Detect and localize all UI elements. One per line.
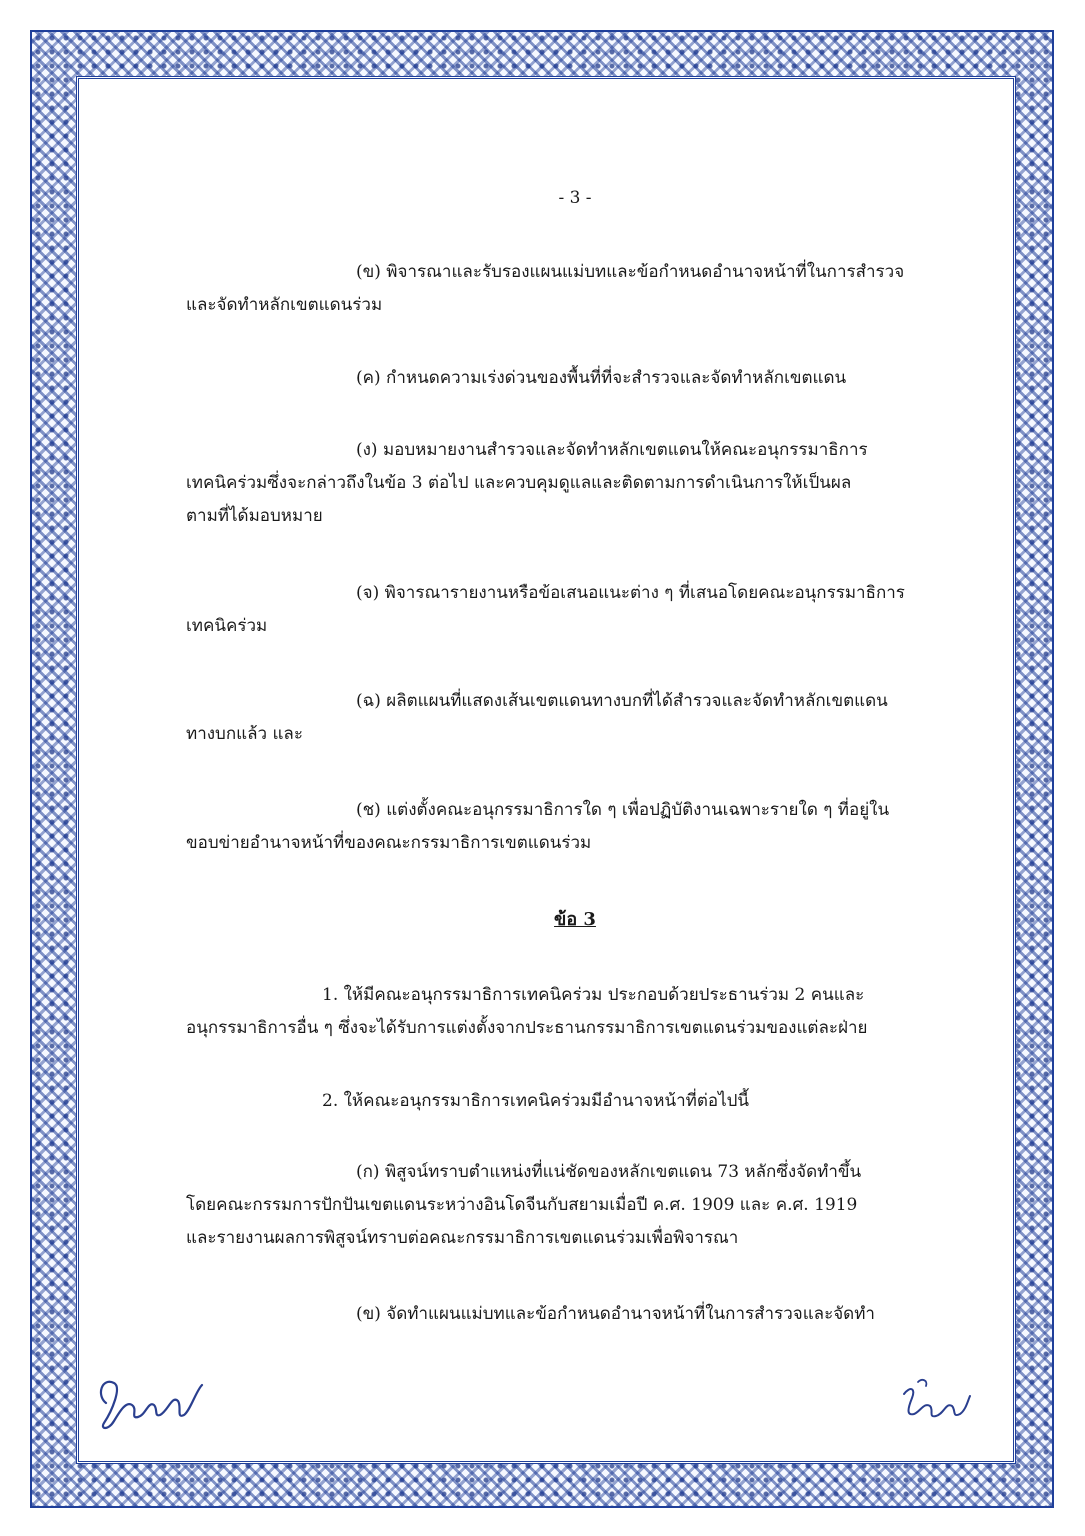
page-number: - 3 - [558,188,592,208]
paragraph-line: 2. ให้คณะอนุกรรมาธิการเทคนิคร่วมมีอำนาจหน้าที่ต่อไปนี้ [322,1091,750,1111]
paragraph-line: ทางบกแล้ว และ [186,724,303,744]
paragraph-line: อนุกรรมาธิการอื่น ๆ ซึ่งจะได้รับการแต่งตั้งจากประธานกรรมาธิการเขตแดนร่วมของแต่ละฝ่าย [186,1018,868,1038]
paragraph-line: (จ) พิจารณารายงานหรือข้อเสนอแนะต่าง ๆ ที่เสนอโดยคณะอนุกรรมาธิการ [356,583,905,603]
section-item-1 [186,979,938,1045]
paragraph-line: ขอบข่ายอำนาจหน้าที่ของคณะกรรมาธิการเขตแดนร่วม [186,833,592,853]
signature-left [92,1365,212,1445]
paragraph-line: เทคนิคร่วมซึ่งจะกล่าวถึงในข้อ 3 ต่อไป และควบคุมดูแลและติดตามการดำเนินการให้เป็นผล [186,473,852,493]
paragraph-line: (ง) มอบหมายงานสำรวจและจัดทำหลักเขตแดนให้คณะอนุกรรมาธิการ [356,440,868,460]
paragraph-ngo [186,434,938,533]
section-item-kho [186,1298,938,1331]
signature-right [896,1372,976,1432]
paragraph-line: (ช) แต่งตั้งคณะอนุกรรมาธิการใด ๆ เพื่อปฏิบัติงานเฉพาะรายใด ๆ ที่อยู่ใน [356,800,890,820]
paragraph-cho-chang [186,794,938,860]
paragraph-kho-khwai [186,362,938,395]
paragraph-cho [186,577,938,643]
paragraph-line: และรายงานผลการพิสูจน์ทราบต่อคณะกรรมาธิการเขตแดนร่วมเพื่อพิจารณา [186,1228,739,1248]
paragraph-line: (ข) พิจารณาและรับรองแผนแม่บทและข้อกำหนดอำนาจหน้าที่ในการสำรวจ [356,262,905,282]
paragraph-line: (ฉ) ผลิตแผนที่แสดงเส้นเขตแดนทางบกที่ได้สำรวจและจัดทำหลักเขตแดน [356,691,888,711]
paragraph-line: (ก) พิสูจน์ทราบตำแหน่งที่แน่ชัดของหลักเขตแดน 73 หลักซึ่งจัดทำขึ้น [356,1162,862,1182]
paragraph-line: ตามที่ได้มอบหมาย [186,506,323,526]
section-item-ko [186,1156,938,1255]
paragraph-kho [186,256,938,322]
paragraph-line: 1. ให้มีคณะอนุกรรมาธิการเทคนิคร่วม ประกอบด้วยประธานร่วม 2 คนและ [322,985,865,1005]
section-heading: ข้อ 3 [554,909,596,930]
paragraph-line: เทคนิคร่วม [186,616,268,636]
paragraph-chor [186,685,938,751]
section-item-2 [186,1085,938,1118]
paragraph-line: (ข) จัดทำแผนแม่บทและข้อกำหนดอำนาจหน้าที่ในการสำรวจและจัดทำ [356,1304,875,1324]
paragraph-line: โดยคณะกรรมการปักปันเขตแดนระหว่างอินโดจีนกับสยามเมื่อปี ค.ศ. 1909 และ ค.ศ. 1919 [186,1195,858,1215]
paragraph-line: (ค) กำหนดความเร่งด่วนของพื้นที่ที่จะสำรวจและจัดทำหลักเขตแดน [356,368,847,388]
paragraph-line: และจัดทำหลักเขตแดนร่วม [186,295,383,315]
